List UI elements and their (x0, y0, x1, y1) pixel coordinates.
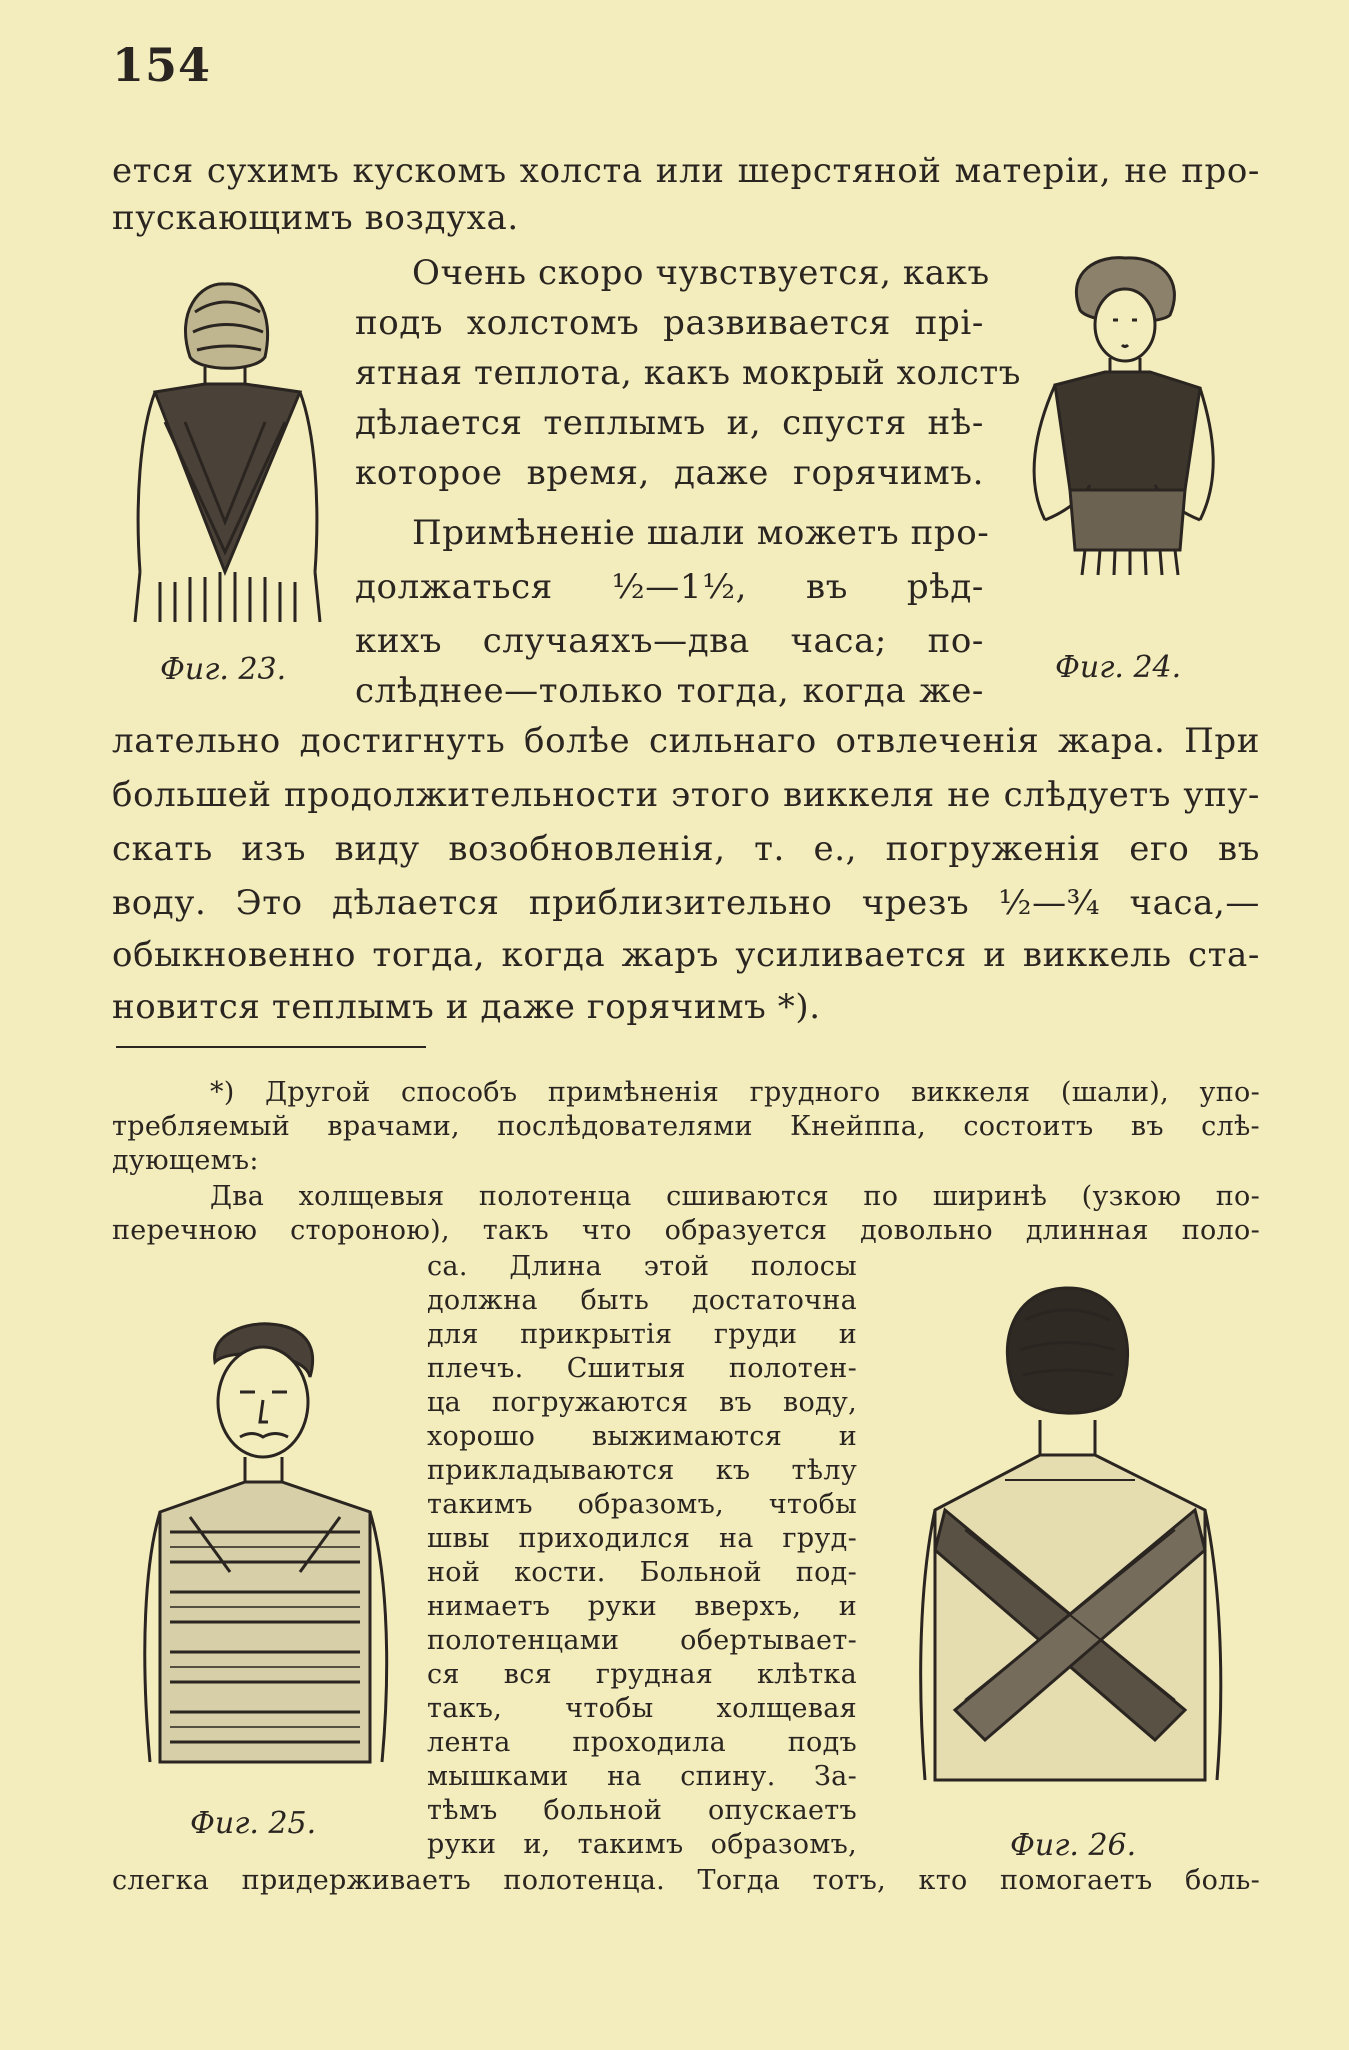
text-line: скать изъ виду возобновленія, т. е., погруженія его въ (112, 829, 1260, 869)
text-line: дѣлается теплымъ и, спустя нѣ- (355, 403, 984, 443)
footnote-divider (116, 1046, 426, 1048)
text-line: ятная теплота, какъ мокрый холстъ (355, 353, 1021, 393)
figure-caption: Фиг. 23. (160, 652, 287, 687)
footnote-line: тѣмъ больной опускаетъ (427, 1795, 857, 1826)
footnote-line: нимаетъ руки вверхъ, и (427, 1591, 857, 1622)
page-number: 154 (112, 38, 212, 92)
fig-25-illustration (130, 1322, 400, 1792)
footnote-line: такимъ образомъ, чтобы (427, 1489, 857, 1520)
text-line: подъ холстомъ развивается прі- (355, 303, 984, 343)
footnote-line: должна быть достаточна (427, 1285, 857, 1316)
figure-caption: Фиг. 25. (190, 1806, 317, 1841)
fig-23-illustration (115, 272, 335, 637)
text-line: большей продолжительности этого виккеля не слѣдуетъ упу- (112, 775, 1260, 815)
footnote-line: такъ, чтобы холщевая (427, 1693, 857, 1724)
text-line: воду. Это дѣлается приблизительно чрезъ ½—¾ часа,— (112, 883, 1260, 923)
footnote-line: са. Длина этой полосы (427, 1251, 857, 1282)
fig-24-illustration (1010, 250, 1230, 590)
footnote-line: для прикрытія груди и (427, 1319, 857, 1350)
footnote-line: ца погружаются въ воду, (427, 1387, 857, 1418)
text-line: обыкновенно тогда, когда жаръ усиливается и виккель ста- (112, 935, 1260, 975)
footnote-line: требляемый врачами, послѣдователями Кнейппа, состоитъ въ слѣ- (112, 1111, 1260, 1142)
footnote-line: плечъ. Сшитыя полотен- (427, 1353, 857, 1384)
footnote-line: руки и, такимъ образомъ, (427, 1829, 857, 1860)
text-line: слѣднее—только тогда, когда же- (355, 671, 984, 711)
footnote-line: мышками на спину. За- (427, 1761, 857, 1792)
text-line: лательно достигнуть болѣе сильнаго отвлеченія жара. При (112, 721, 1260, 761)
footnote-line: хорошо выжимаются и (427, 1421, 857, 1452)
footnote-line: слегка придерживаетъ полотенца. Тогда тотъ, кто помогаетъ боль- (112, 1865, 1260, 1896)
text-line: Очень скоро чувствуется, какъ (412, 253, 990, 293)
footnote-line: Два холщевыя полотенца сшиваются по ширинѣ (узкою по- (210, 1181, 1260, 1212)
footnote-line: швы приходился на груд- (427, 1523, 857, 1554)
text-line: которое время, даже горячимъ. (355, 453, 984, 493)
footnote-line: ся вся грудная клѣтка (427, 1659, 857, 1690)
footnote-line: лента проходила подъ (427, 1727, 857, 1758)
text-line: Примѣненіе шали можетъ про- (412, 513, 990, 553)
figure-caption: Фиг. 24. (1055, 650, 1182, 685)
footnote-line: прикладываются къ тѣлу (427, 1455, 857, 1486)
footnote-line: полотенцами обертывает- (427, 1625, 857, 1656)
footnote-line: перечною стороною), такъ что образуется довольно длинная поло- (112, 1215, 1260, 1246)
text-line: новится теплымъ и даже горячимъ *). (112, 987, 821, 1027)
text-line: ется сухимъ кускомъ холста или шерстяной матеріи, не про- (112, 151, 1260, 191)
text-line: пускающимъ воздуха. (112, 198, 519, 238)
fig-26-illustration (905, 1280, 1235, 1800)
footnote-line: *) Другой способъ примѣненія грудного виккеля (шали), упо- (210, 1077, 1260, 1108)
figure-caption: Фиг. 26. (1010, 1828, 1137, 1863)
text-line: кихъ случаяхъ—два часа; по- (355, 621, 984, 661)
footnote-line: дующемъ: (112, 1145, 259, 1176)
footnote-line: ной кости. Больной под- (427, 1557, 857, 1588)
text-line: должаться ½—1½, въ рѣд- (355, 567, 984, 607)
